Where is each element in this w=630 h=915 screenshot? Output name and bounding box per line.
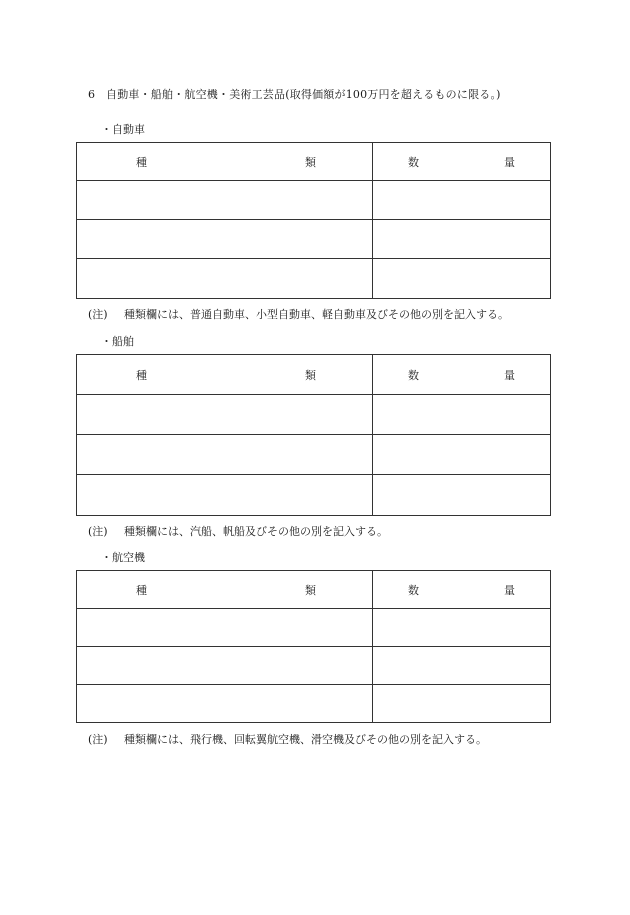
kind-cell[interactable] <box>77 220 373 259</box>
note-ship <box>88 523 388 539</box>
note-text: 種類欄には、飛行機、回転翼航空機、滑空機及びその他の別を記入する。 <box>124 733 487 746</box>
note-automobile <box>88 306 509 322</box>
aircraft-table <box>76 570 551 723</box>
header-quantity: 数 量 <box>373 571 551 609</box>
kind-cell[interactable] <box>77 395 373 435</box>
note-text: 種類欄には、汽船、帆船及びその他の別を記入する。 <box>124 525 388 538</box>
note-text: 種類欄には、普通自動車、小型自動車、軽自動車及びその他の別を記入する。 <box>124 308 509 321</box>
automobile-table <box>76 142 551 299</box>
kind-cell[interactable] <box>77 475 373 516</box>
table-row <box>77 259 551 299</box>
kind-cell[interactable] <box>77 647 373 685</box>
table-row <box>77 181 551 220</box>
quantity-cell[interactable] <box>373 647 551 685</box>
kind-cell[interactable] <box>77 181 373 220</box>
section-number: 6 <box>88 88 96 101</box>
note-prefix: (注) <box>88 525 108 538</box>
note-prefix: (注) <box>88 733 108 746</box>
note-prefix: (注) <box>88 308 108 321</box>
header-quantity: 数 量 <box>373 355 551 395</box>
header-kind: 種 類 <box>77 143 373 181</box>
kind-cell[interactable] <box>77 609 373 647</box>
ship-table <box>76 354 551 516</box>
quantity-cell[interactable] <box>373 609 551 647</box>
header-quantity: 数 量 <box>373 143 551 181</box>
table-row <box>77 220 551 259</box>
quantity-cell[interactable] <box>373 220 551 259</box>
section-heading <box>88 86 501 102</box>
note-aircraft <box>88 731 487 747</box>
kind-cell[interactable] <box>77 685 373 723</box>
table-row <box>77 435 551 475</box>
quantity-cell[interactable] <box>373 395 551 435</box>
quantity-cell[interactable] <box>373 181 551 220</box>
kind-cell[interactable] <box>77 435 373 475</box>
table-header-row <box>77 143 551 181</box>
table-header-row <box>77 355 551 395</box>
table-row <box>77 395 551 435</box>
section-label-aircraft: ・航空機 <box>101 551 145 564</box>
section-label-ship: ・船舶 <box>101 335 134 348</box>
quantity-cell[interactable] <box>373 259 551 299</box>
table-row <box>77 647 551 685</box>
section-title: 自動車・船舶・航空機・美術工芸品(取得価額が100万円を超えるものに限る。) <box>106 88 501 101</box>
table-header-row <box>77 571 551 609</box>
header-kind: 種 類 <box>77 355 373 395</box>
header-kind: 種 類 <box>77 571 373 609</box>
quantity-cell[interactable] <box>373 475 551 516</box>
kind-cell[interactable] <box>77 259 373 299</box>
table-row <box>77 475 551 516</box>
section-label-automobile: ・自動車 <box>101 123 145 136</box>
table-row <box>77 609 551 647</box>
quantity-cell[interactable] <box>373 685 551 723</box>
quantity-cell[interactable] <box>373 435 551 475</box>
table-row <box>77 685 551 723</box>
